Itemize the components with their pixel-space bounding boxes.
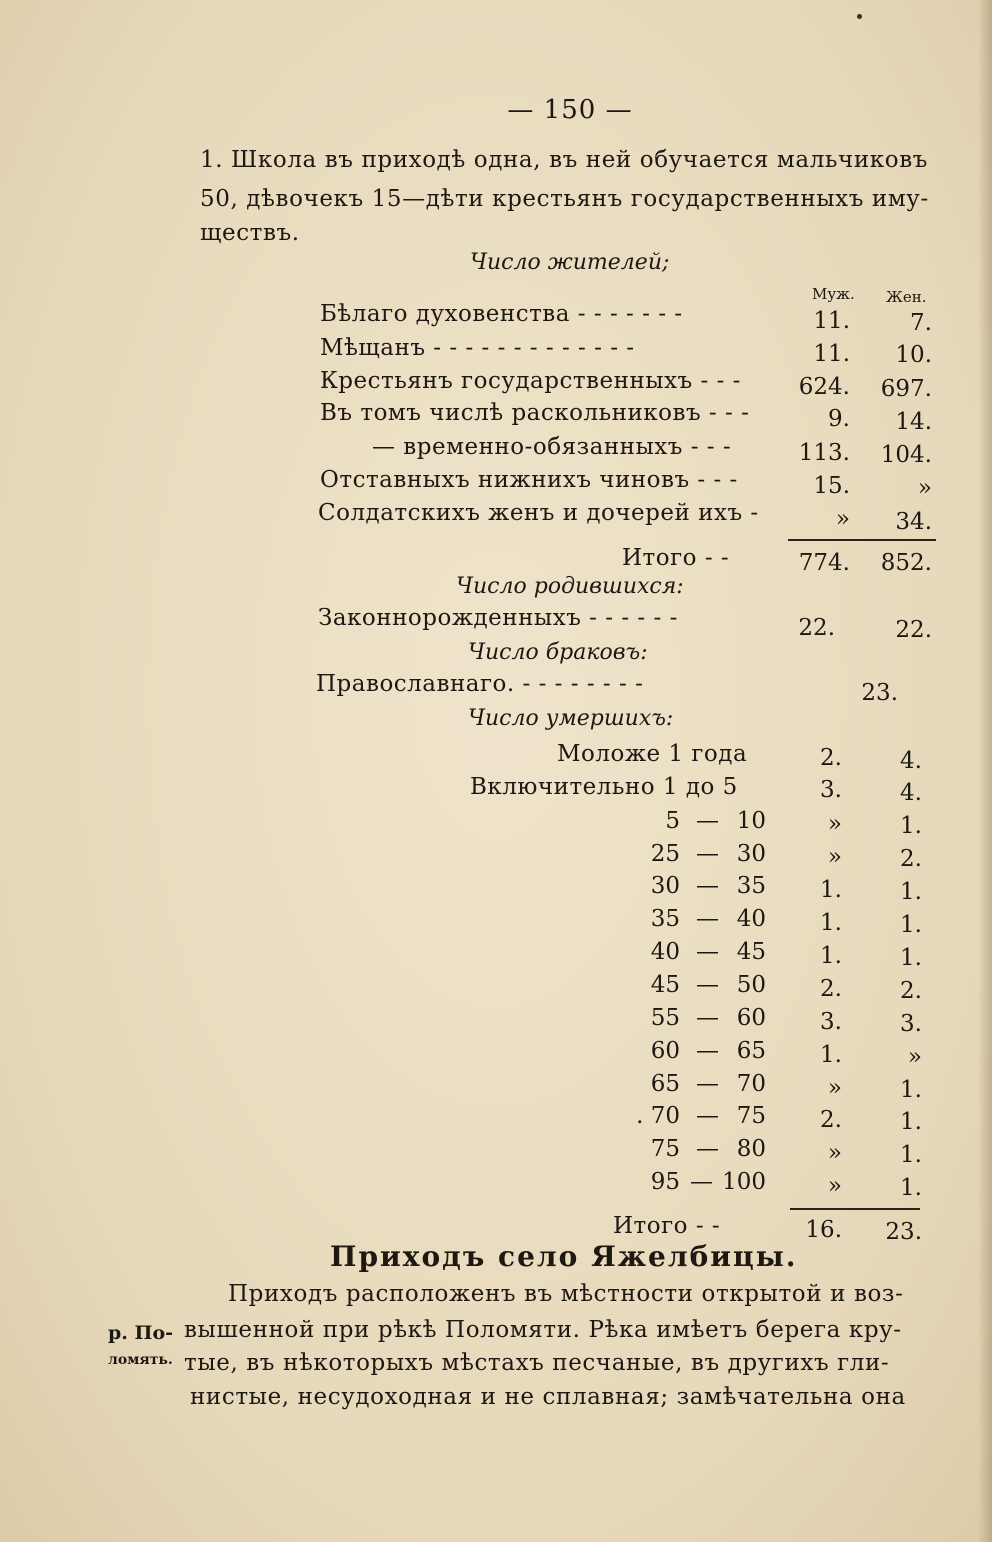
deaths-row-female: 1. xyxy=(900,912,922,938)
deaths-row-male: » xyxy=(827,1075,842,1101)
ink-spot xyxy=(857,14,862,19)
col-header-male: Муж. xyxy=(812,285,855,303)
age-dash: — xyxy=(696,1136,719,1162)
residents-row-male: 113. xyxy=(798,440,850,466)
deaths-row-female: 4. xyxy=(900,748,922,774)
deaths-total-label: Итого - - xyxy=(613,1213,721,1239)
age-from: 35 xyxy=(650,906,680,932)
births-heading: Число родившихся: xyxy=(456,574,684,599)
age-to: 65 xyxy=(736,1038,766,1064)
age-from: 60 xyxy=(650,1038,680,1064)
residents-total-rule xyxy=(788,539,936,541)
residents-row-label: Отставныхъ нижнихъ чиновъ - - - xyxy=(320,467,738,493)
age-from: 45 xyxy=(650,972,680,998)
deaths-row-male: 2. xyxy=(820,1107,842,1133)
age-to: 75 xyxy=(736,1103,766,1129)
age-from: . 70 xyxy=(636,1103,680,1129)
residents-row-male: 15. xyxy=(813,473,850,499)
page-edge-shadow xyxy=(978,0,992,1542)
age-dash: — xyxy=(690,1169,713,1195)
intro-line-2: 50, дѣвочекъ 15—дѣти крестьянъ государственныхъ иму- xyxy=(200,186,929,212)
deaths-row-male: 1. xyxy=(820,910,842,936)
deaths-row-female: 1. xyxy=(900,945,922,971)
margin-note: р. По- xyxy=(108,1322,174,1344)
age-dash: — xyxy=(696,1071,719,1097)
age-to: 60 xyxy=(736,1005,766,1031)
age-from: 55 xyxy=(650,1005,680,1031)
deaths-row-female: 1. xyxy=(900,879,922,905)
age-dash: — xyxy=(696,873,719,899)
residents-row-female: 10. xyxy=(895,342,932,368)
deaths-row-male: 1. xyxy=(820,1042,842,1068)
deaths-row-female: 4. xyxy=(900,780,922,806)
residents-row-label: Солдатскихъ женъ и дочерей ихъ - xyxy=(318,500,759,526)
col-header-female: Жен. xyxy=(886,288,927,306)
deaths-row-male: » xyxy=(827,811,842,837)
age-to: 50 xyxy=(736,972,766,998)
section-title: Приходъ село Яжелбицы. xyxy=(330,1240,798,1273)
deaths-row-female: 2. xyxy=(900,978,922,1004)
deaths-row-male: 1. xyxy=(820,943,842,969)
births-label: Законнорожденныхъ - - - - - - xyxy=(318,605,678,631)
residents-row-female: » xyxy=(917,475,932,501)
age-from: 25 xyxy=(650,841,680,867)
residents-row-label: Мѣщанъ - - - - - - - - - - - - - xyxy=(320,335,635,361)
residents-row-label: Бѣлаго духовенства - - - - - - - xyxy=(320,301,683,327)
residents-total-female: 852. xyxy=(880,550,932,576)
deaths-total-male: 16. xyxy=(805,1217,842,1243)
deaths-row-male: » xyxy=(827,1140,842,1166)
residents-row-label: — временно-обязанныхъ - - - xyxy=(372,434,732,460)
closing-line-3: тые, въ нѣкоторыхъ мѣстахъ песчаные, въ другихъ гли- xyxy=(184,1350,890,1376)
marriages-label: Православнаго. - - - - - - - - xyxy=(316,671,644,697)
residents-heading: Число жителей; xyxy=(470,250,670,275)
age-dash: — xyxy=(696,841,719,867)
deaths-row-male: 2. xyxy=(820,976,842,1002)
age-to: 45 xyxy=(736,939,766,965)
residents-row-label: Крестьянъ государственныхъ - - - xyxy=(320,368,741,394)
deaths-row-female: 1. xyxy=(900,1077,922,1103)
marriages-value: 23. xyxy=(861,680,898,706)
age-dash: — xyxy=(696,972,719,998)
age-from: 40 xyxy=(650,939,680,965)
deaths-row-label: Моложе 1 года xyxy=(557,741,748,767)
age-to: 70 xyxy=(736,1071,766,1097)
closing-line-4: нистые, несудоходная и не сплавная; замѣчательна она xyxy=(190,1384,906,1410)
deaths-row-male: 1. xyxy=(820,877,842,903)
age-to: 80 xyxy=(736,1136,766,1162)
residents-row-male: » xyxy=(835,506,850,532)
deaths-row-male: 2. xyxy=(820,745,842,771)
deaths-row-female: 3. xyxy=(900,1011,922,1037)
residents-row-male: 11. xyxy=(813,308,850,334)
age-from: 95 xyxy=(650,1169,680,1195)
deaths-row-label: Включительно 1 до 5 xyxy=(470,774,738,800)
deaths-row-male: 3. xyxy=(820,777,842,803)
age-dash: — xyxy=(696,939,719,965)
deaths-row-female: 2. xyxy=(900,846,922,872)
age-dash: — xyxy=(696,1038,719,1064)
age-dash: — xyxy=(696,1005,719,1031)
deaths-row-male: » xyxy=(827,844,842,870)
deaths-total-female: 23. xyxy=(885,1219,922,1245)
deaths-heading: Число умершихъ: xyxy=(468,706,674,731)
deaths-row-female: 1. xyxy=(900,1109,922,1135)
age-from: 75 xyxy=(650,1136,680,1162)
closing-line-1: Приходъ расположенъ въ мѣстности открытой и воз- xyxy=(228,1281,904,1307)
residents-row-female: 104. xyxy=(880,442,932,468)
deaths-row-female: » xyxy=(907,1044,922,1070)
residents-row-male: 624. xyxy=(798,374,850,400)
residents-total-label: Итого - - xyxy=(622,545,730,571)
age-from: 65 xyxy=(650,1071,680,1097)
residents-total-male: 774. xyxy=(798,550,850,576)
residents-row-female: 7. xyxy=(910,310,932,336)
intro-line-3: ществъ. xyxy=(200,220,300,246)
age-to: 100 xyxy=(722,1169,766,1195)
age-to: 10 xyxy=(736,808,766,834)
margin-note: ломять. xyxy=(108,1352,173,1368)
age-to: 40 xyxy=(736,906,766,932)
closing-line-2: вышенной при рѣкѣ Поломяти. Рѣка имѣетъ берега кру- xyxy=(184,1317,902,1343)
births-male: 22. xyxy=(798,615,835,641)
age-from: 5 xyxy=(665,808,680,834)
residents-row-male: 9. xyxy=(828,406,850,432)
deaths-row-female: 1. xyxy=(900,813,922,839)
page-number: — 150 — xyxy=(507,95,633,125)
deaths-total-rule xyxy=(790,1208,920,1210)
deaths-row-female: 1. xyxy=(900,1175,922,1201)
deaths-row-female: 1. xyxy=(900,1142,922,1168)
age-dash: — xyxy=(696,906,719,932)
age-to: 35 xyxy=(736,873,766,899)
marriages-heading: Число браковъ: xyxy=(468,640,648,665)
age-dash: — xyxy=(696,1103,719,1129)
deaths-row-male: » xyxy=(827,1173,842,1199)
deaths-row-male: 3. xyxy=(820,1009,842,1035)
age-from: 30 xyxy=(650,873,680,899)
residents-row-female: 14. xyxy=(895,409,932,435)
age-dash: — xyxy=(696,808,719,834)
intro-line-1: 1. Школа въ приходѣ одна, въ ней обучается мальчиковъ xyxy=(200,147,928,173)
residents-row-label: Въ томъ числѣ раскольниковъ - - - xyxy=(320,400,750,426)
age-to: 30 xyxy=(736,841,766,867)
residents-row-female: 34. xyxy=(895,509,932,535)
residents-row-male: 11. xyxy=(813,341,850,367)
births-female: 22. xyxy=(895,617,932,643)
residents-row-female: 697. xyxy=(880,376,932,402)
